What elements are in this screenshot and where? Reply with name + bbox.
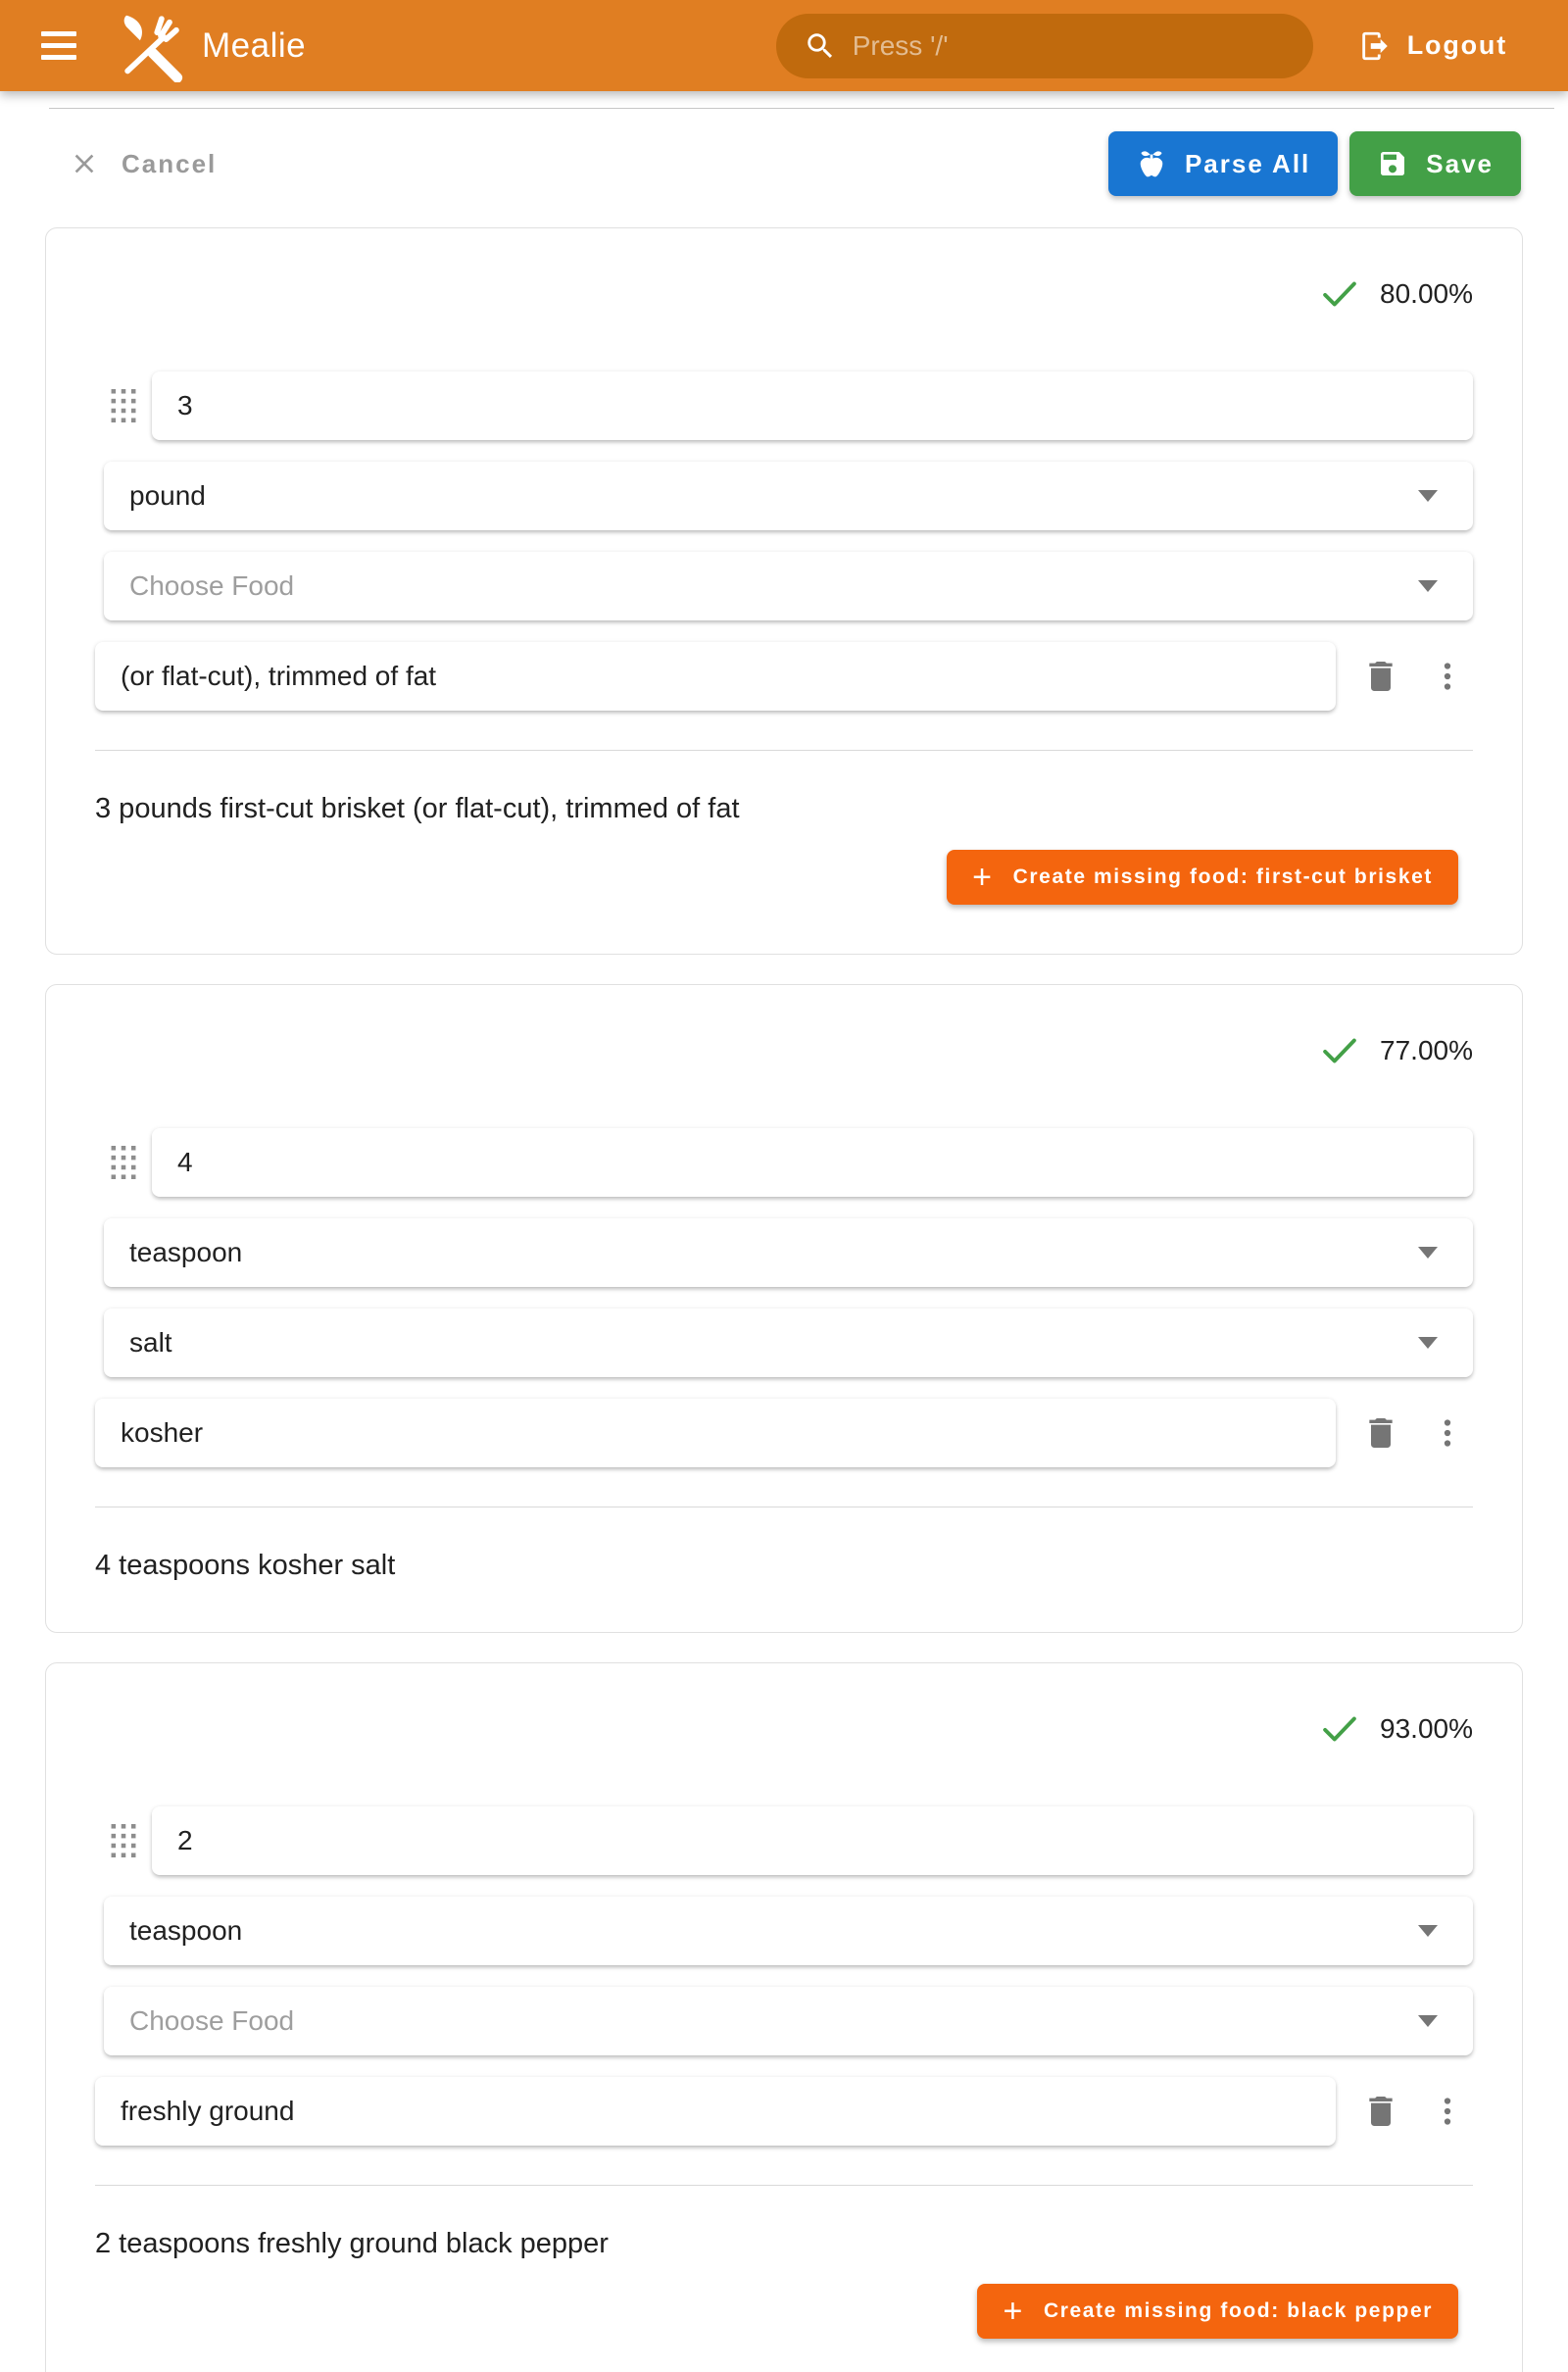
kebab-menu-icon bbox=[1430, 659, 1465, 694]
card-divider bbox=[95, 750, 1473, 751]
search-icon bbox=[804, 29, 837, 63]
note-input[interactable] bbox=[95, 1399, 1336, 1467]
check-icon bbox=[1319, 1708, 1360, 1750]
fork-knife-logo-icon bbox=[112, 10, 184, 82]
save-button[interactable] bbox=[1349, 131, 1521, 196]
ingredient-card bbox=[45, 1662, 1523, 2372]
kebab-menu-icon bbox=[1430, 1415, 1465, 1451]
ingredient-card bbox=[45, 984, 1523, 1633]
logout-label: Logout bbox=[1406, 30, 1507, 60]
original-ingredient-text: 4 teaspoons kosher salt bbox=[95, 1549, 396, 1581]
create-missing-food-label: Create missing food: black pepper bbox=[1043, 2299, 1433, 2323]
menu-icon[interactable] bbox=[33, 21, 84, 72]
search-input[interactable] bbox=[853, 30, 1303, 62]
create-missing-food-button[interactable] bbox=[977, 2284, 1458, 2339]
food-placeholder: Choose Food bbox=[129, 570, 295, 601]
food-value: salt bbox=[129, 1326, 172, 1358]
trash-icon bbox=[1361, 2092, 1400, 2131]
unit-select[interactable] bbox=[104, 1218, 1473, 1287]
original-ingredient-text: 2 teaspoons freshly ground black pepper bbox=[95, 2227, 609, 2259]
chevron-down-icon bbox=[1418, 1925, 1438, 1937]
search-bar[interactable] bbox=[776, 14, 1313, 78]
parse-all-button[interactable] bbox=[1108, 131, 1338, 196]
food-select[interactable] bbox=[104, 1309, 1473, 1377]
food-select[interactable] bbox=[104, 552, 1473, 620]
drag-handle-icon[interactable] bbox=[95, 1824, 152, 1857]
more-options-button[interactable] bbox=[1422, 651, 1473, 702]
more-options-button[interactable] bbox=[1422, 1408, 1473, 1458]
original-ingredient-text: 3 pounds first-cut brisket (or flat-cut), trimmed of fat bbox=[95, 793, 740, 824]
app-header bbox=[0, 0, 1568, 91]
logout-icon bbox=[1358, 29, 1392, 63]
delete-ingredient-button[interactable] bbox=[1355, 2086, 1406, 2137]
logout-button[interactable] bbox=[1358, 29, 1507, 63]
delete-ingredient-button[interactable] bbox=[1355, 1408, 1406, 1458]
save-icon bbox=[1377, 148, 1408, 179]
create-missing-food-button[interactable] bbox=[947, 850, 1458, 905]
unit-select[interactable] bbox=[104, 1897, 1473, 1965]
confidence-value: 80.00% bbox=[1380, 278, 1473, 309]
unit-value: teaspoon bbox=[129, 1236, 243, 1267]
save-label: Save bbox=[1426, 148, 1494, 178]
kebab-menu-icon bbox=[1430, 2094, 1465, 2129]
chevron-down-icon bbox=[1418, 490, 1438, 502]
parser-toolbar bbox=[0, 129, 1568, 198]
plus-icon: + bbox=[972, 858, 994, 896]
cancel-button[interactable] bbox=[69, 148, 217, 179]
confidence-value: 93.00% bbox=[1380, 1712, 1473, 1744]
quantity-input[interactable] bbox=[152, 1128, 1473, 1197]
card-divider bbox=[95, 2185, 1473, 2186]
chevron-down-icon bbox=[1418, 1247, 1438, 1259]
delete-ingredient-button[interactable] bbox=[1355, 651, 1406, 702]
cancel-label: Cancel bbox=[122, 148, 218, 178]
drag-handle-icon[interactable] bbox=[95, 1146, 152, 1179]
trash-icon bbox=[1361, 1413, 1400, 1453]
app-title: Mealie bbox=[202, 25, 307, 65]
quantity-input[interactable] bbox=[152, 1806, 1473, 1875]
chevron-down-icon bbox=[1418, 580, 1438, 592]
app-brand-link[interactable] bbox=[112, 10, 306, 82]
check-icon bbox=[1319, 273, 1360, 315]
create-missing-food-label: Create missing food: first-cut brisket bbox=[1012, 865, 1433, 888]
parse-all-label: Parse All bbox=[1184, 148, 1311, 178]
food-placeholder: Choose Food bbox=[129, 2004, 295, 2036]
page-divider bbox=[49, 108, 1554, 109]
food-select[interactable] bbox=[104, 1987, 1473, 2055]
chevron-down-icon bbox=[1418, 2015, 1438, 2027]
plus-icon: + bbox=[1003, 2293, 1024, 2331]
apple-icon bbox=[1136, 148, 1167, 179]
note-input[interactable] bbox=[95, 642, 1336, 711]
confidence-value: 77.00% bbox=[1380, 1034, 1473, 1065]
chevron-down-icon bbox=[1418, 1337, 1438, 1349]
ingredient-card bbox=[45, 227, 1523, 955]
quantity-input[interactable] bbox=[152, 371, 1473, 440]
unit-value: teaspoon bbox=[129, 1914, 243, 1946]
drag-handle-icon[interactable] bbox=[95, 389, 152, 422]
note-input[interactable] bbox=[95, 2077, 1336, 2146]
close-icon bbox=[69, 148, 100, 179]
unit-select[interactable] bbox=[104, 462, 1473, 530]
trash-icon bbox=[1361, 657, 1400, 696]
more-options-button[interactable] bbox=[1422, 2086, 1473, 2137]
check-icon bbox=[1319, 1030, 1360, 1071]
unit-value: pound bbox=[129, 480, 206, 511]
